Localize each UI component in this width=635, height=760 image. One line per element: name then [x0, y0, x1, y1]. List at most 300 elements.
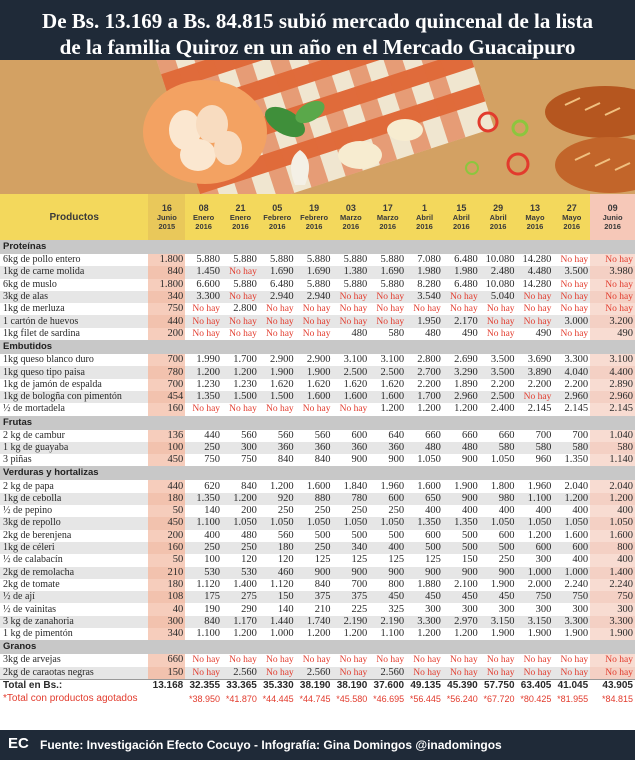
- price-cell: 160: [148, 403, 185, 415]
- price-cell: 900: [388, 454, 405, 466]
- category-name: Frutas: [0, 416, 635, 430]
- price-cell: 10.080: [485, 278, 515, 290]
- price-cell: 1.350: [443, 517, 480, 529]
- total-cell: 45.390: [443, 679, 480, 692]
- table-row: [0, 628, 635, 640]
- price-cell: 2.200: [417, 378, 441, 390]
- price-cell: No hay: [192, 328, 221, 339]
- price-cell: 1.200: [417, 403, 441, 415]
- price-cell: No hay: [265, 655, 294, 666]
- price-cell: No hay: [480, 315, 517, 327]
- title-line-2: de la familia Quiroz en un año en el Mercado Guacaipuro: [59, 35, 576, 59]
- price-cell: 2.500: [480, 391, 517, 403]
- product-name: 1kg de carne molida: [0, 266, 148, 278]
- price-cell: No hay: [590, 291, 635, 303]
- price-cell: 400: [204, 529, 221, 541]
- price-cell: No hay: [517, 315, 554, 327]
- price-cell: 180: [259, 542, 296, 554]
- category-row: [0, 640, 635, 654]
- price-cell: 140: [277, 603, 294, 615]
- price-cell: No hay: [302, 304, 331, 315]
- price-cell: 600: [369, 493, 406, 505]
- price-cell: 1.000: [553, 567, 590, 579]
- price-cell: No hay: [369, 315, 406, 327]
- price-cell: 440: [148, 480, 185, 492]
- price-cell: 1.050: [517, 517, 554, 529]
- date-month: Abril: [489, 212, 507, 222]
- price-cell: 660: [425, 429, 441, 441]
- price-cell: No hay: [222, 315, 259, 327]
- price-cell: 1.980: [406, 266, 443, 278]
- price-cell: 900: [332, 567, 369, 579]
- price-cell: 3.690: [527, 354, 552, 366]
- product-name: 1kg filet de sardina: [3, 327, 80, 339]
- price-cell: 1.800: [148, 254, 185, 266]
- price-cell: 580: [388, 327, 405, 339]
- price-cell: 880: [296, 493, 333, 505]
- table-row: [0, 254, 635, 266]
- header-banner: [0, 0, 635, 194]
- agotados-cell: *45.580: [332, 692, 369, 705]
- price-cell: 1.600: [369, 391, 406, 403]
- price-cell: 1.880: [417, 578, 441, 590]
- price-cell: 900: [406, 567, 443, 579]
- price-cell: No hay: [486, 304, 515, 315]
- date-year: 2016: [379, 221, 397, 231]
- price-cell: 2.040: [590, 480, 635, 492]
- price-cell: No hay: [339, 304, 368, 315]
- date-year: 2016: [452, 221, 470, 231]
- price-cell: 1.200: [306, 628, 331, 640]
- price-cell: 1.900: [259, 366, 296, 378]
- price-cell: 2.190: [332, 616, 369, 628]
- date-month: Mayo: [525, 212, 545, 222]
- price-cell: 150: [461, 554, 478, 566]
- price-cell: 450: [148, 517, 185, 529]
- price-cell: 136: [148, 430, 185, 442]
- price-cell: 4.480: [517, 266, 554, 278]
- price-cell: 1.200: [270, 480, 294, 492]
- price-cell: 180: [148, 493, 185, 505]
- price-cell: 5.040: [480, 291, 517, 303]
- price-cell: No hay: [590, 654, 635, 666]
- price-cell: 1.690: [296, 266, 333, 278]
- price-cell: 250: [351, 505, 368, 517]
- price-cell: 5.880: [380, 278, 405, 290]
- price-cell: 650: [406, 493, 443, 505]
- date-year: 2016: [526, 221, 544, 231]
- price-cell: 1.050: [590, 517, 635, 529]
- price-cell: 1.960: [527, 480, 552, 492]
- price-cell: 1.120: [270, 578, 294, 590]
- price-cell: 1.350: [185, 391, 222, 403]
- price-cell: 40: [148, 603, 185, 615]
- price-cell: 150: [259, 591, 296, 603]
- price-cell: 840: [241, 480, 257, 492]
- date-day: 13: [529, 202, 540, 213]
- price-cell: 2.900: [306, 354, 331, 366]
- product-name: ½ de vainitas: [3, 603, 57, 615]
- price-cell: 1.200: [185, 366, 222, 378]
- price-cell: 2.170: [443, 315, 480, 327]
- footer: [0, 730, 635, 760]
- price-cell: 1.050: [480, 517, 517, 529]
- price-cell: 1.350: [564, 454, 589, 466]
- price-cell: No hay: [265, 304, 294, 315]
- price-cell: 360: [296, 442, 333, 454]
- price-cell: 120: [241, 554, 257, 566]
- price-cell: 2.500: [369, 366, 406, 378]
- price-cell: 50: [148, 505, 185, 517]
- price-cell: 1.000: [517, 567, 554, 579]
- date-day: 05: [272, 202, 283, 213]
- product-name: 1kg de merluza: [3, 303, 65, 315]
- category-row: [0, 340, 635, 354]
- price-cell: 250: [498, 554, 515, 566]
- page-title: [0, 8, 635, 60]
- price-cell: 400: [535, 505, 552, 517]
- price-cell: 3.300: [185, 291, 222, 303]
- price-cell: 1.200: [222, 366, 259, 378]
- price-cell: 800: [590, 542, 635, 554]
- price-cell: 300: [425, 603, 441, 615]
- price-cell: 4.040: [553, 366, 590, 378]
- price-cell: No hay: [185, 667, 222, 680]
- price-cell: 5.880: [343, 278, 368, 290]
- product-name: 1 kg de pimentón: [3, 628, 73, 640]
- date-day: 17: [382, 202, 393, 213]
- price-cell: 2.240: [564, 578, 589, 590]
- agotados-cell: *80.425: [517, 692, 554, 705]
- date-day: 1: [422, 202, 428, 213]
- price-cell: 300: [461, 603, 478, 615]
- price-cell: 1.900: [564, 628, 589, 640]
- price-cell: No hay: [296, 315, 333, 327]
- price-cell: 600: [498, 529, 515, 541]
- price-cell: 500: [388, 529, 405, 541]
- price-cell: 900: [369, 567, 406, 579]
- product-name: 1 cartón de huevos: [0, 315, 148, 327]
- product-name: ½ de pepino: [3, 505, 53, 517]
- price-cell: 700: [148, 379, 185, 391]
- total-cell: 43.905: [590, 679, 635, 692]
- price-cell: 1.050: [296, 517, 333, 529]
- price-cell: No hay: [523, 655, 552, 666]
- price-cell: No hay: [590, 254, 635, 266]
- price-cell: 480: [241, 529, 257, 541]
- price-cell: 3.200: [590, 315, 635, 327]
- price-cell: No hay: [222, 291, 259, 303]
- price-cell: 3.980: [590, 266, 635, 278]
- price-cell: 1.450: [185, 266, 222, 278]
- price-cell: 1.700: [233, 354, 257, 366]
- date-day: 08: [198, 202, 209, 213]
- price-cell: 2.700: [406, 366, 443, 378]
- agotados-cell: *46.695: [369, 692, 406, 705]
- date-month: Junio: [156, 212, 177, 222]
- price-cell: No hay: [185, 315, 222, 327]
- price-cell: 1.700: [406, 391, 443, 403]
- price-cell: 6.480: [454, 278, 478, 290]
- column-header-date: [517, 194, 554, 240]
- price-cell: 2.200: [490, 378, 515, 390]
- date-year: 2016: [232, 221, 249, 231]
- price-cell: 250: [388, 505, 405, 517]
- price-cell: 1.050: [417, 454, 441, 466]
- price-cell: 1.500: [259, 391, 296, 403]
- price-cell: 1.980: [443, 266, 480, 278]
- date-year: 2016: [342, 221, 360, 231]
- price-cell: 2.240: [590, 579, 635, 591]
- price-cell: 1.200: [553, 493, 590, 505]
- price-cell: No hay: [339, 655, 368, 666]
- price-cell: 5.880: [343, 254, 368, 266]
- price-cell: 160: [148, 542, 185, 554]
- agotados-cell: *41.870: [222, 692, 259, 705]
- price-cell: 1.400: [233, 578, 257, 590]
- price-cell: 1.600: [564, 529, 589, 541]
- total-label: Total en Bs.:: [0, 679, 148, 692]
- price-cell: 1.900: [490, 628, 515, 640]
- price-cell: 3.500: [480, 366, 517, 378]
- price-cell: 580: [553, 442, 590, 454]
- price-cell: 1.350: [406, 517, 443, 529]
- price-cell: 200: [241, 505, 257, 517]
- date-month: Junio: [602, 212, 623, 222]
- price-cell: 1.050: [369, 517, 406, 529]
- date-month: Mayo: [562, 212, 582, 222]
- date-day: 29: [493, 202, 504, 213]
- agotados-cell: *44.445: [259, 692, 296, 705]
- price-cell: 460: [259, 567, 296, 579]
- price-cell: 1.690: [259, 266, 296, 278]
- total-cell: 63.405: [517, 679, 554, 692]
- price-cell: No hay: [376, 304, 405, 315]
- product-name: 2kg de caraotas negras: [0, 667, 148, 680]
- price-cell: 225: [351, 603, 368, 615]
- price-cell: 1.740: [296, 616, 333, 628]
- price-cell: No hay: [553, 667, 590, 680]
- price-cell: 500: [480, 542, 517, 554]
- price-cell: 340: [148, 291, 185, 303]
- price-cell: 14.280: [522, 278, 552, 290]
- price-cell: 900: [443, 567, 480, 579]
- price-cell: 840: [277, 454, 294, 466]
- price-cell: 440: [148, 315, 185, 327]
- price-cell: 1.800: [148, 279, 185, 291]
- price-cell: 100: [204, 554, 221, 566]
- product-name: 6kg de pollo entero: [3, 254, 81, 266]
- price-cell: 1.200: [417, 628, 441, 640]
- price-cell: 2.970: [443, 616, 480, 628]
- product-name: 3 kg de zanahoria: [0, 616, 148, 628]
- price-cell: 250: [296, 542, 333, 554]
- table-row: [0, 554, 635, 566]
- price-cell: 180: [148, 579, 185, 591]
- product-name: 2kg de tomate: [3, 578, 60, 590]
- price-cell: 1.900: [296, 366, 333, 378]
- price-cell: 920: [259, 493, 296, 505]
- product-name: 6kg de muslo: [3, 278, 57, 290]
- price-cell: No hay: [332, 315, 369, 327]
- product-name: 1 kg de guayaba: [0, 442, 148, 454]
- price-cell: No hay: [192, 304, 221, 315]
- column-header-date: [553, 194, 590, 240]
- price-cell: 1.600: [590, 530, 635, 542]
- price-cell: No hay: [265, 404, 294, 415]
- price-cell: 454: [148, 391, 185, 403]
- price-cell: No hay: [376, 655, 405, 666]
- price-cell: 1.500: [222, 391, 259, 403]
- price-cell: 840: [148, 266, 185, 278]
- table-row: [0, 591, 635, 603]
- date-month: Febrero: [300, 212, 329, 222]
- date-year: 2016: [195, 221, 212, 231]
- column-header-date: [185, 194, 222, 240]
- price-cell: 450: [148, 454, 185, 466]
- total-cell: 13.168: [148, 679, 185, 692]
- price-cell: 1.050: [553, 517, 590, 529]
- price-cell: 480: [425, 327, 441, 339]
- price-cell: 340: [332, 542, 369, 554]
- table-row: [0, 291, 635, 303]
- date-month: Abril: [452, 212, 470, 222]
- column-header-date: [480, 194, 517, 240]
- price-cell: 1.200: [380, 403, 405, 415]
- price-cell: 1.620: [306, 378, 331, 390]
- date-month: Marzo: [340, 212, 362, 222]
- price-cell: No hay: [517, 291, 554, 303]
- price-cell: 2.200: [527, 378, 552, 390]
- price-cell: 1.100: [185, 517, 222, 529]
- price-cell: 1.900: [490, 578, 515, 590]
- price-cell: 560: [277, 429, 294, 441]
- food-illustration: [0, 60, 635, 194]
- price-cell: 400: [461, 505, 478, 517]
- product-name: 3kg de alas: [0, 291, 148, 303]
- price-cell: No hay: [192, 404, 221, 415]
- price-cell: 780: [332, 493, 369, 505]
- price-cell: 960: [535, 454, 552, 466]
- price-cell: 300: [535, 554, 552, 566]
- price-cell: 3.100: [343, 354, 368, 366]
- price-cell: 1.900: [590, 628, 635, 640]
- price-cell: 560: [314, 429, 331, 441]
- price-cell: 1.100: [196, 628, 221, 640]
- price-cell: No hay: [369, 291, 406, 303]
- price-cell: 2.900: [270, 354, 294, 366]
- table-row: [0, 454, 635, 466]
- table-row: [0, 505, 635, 517]
- price-cell: 200: [148, 530, 185, 542]
- price-cell: No hay: [229, 404, 257, 415]
- price-cell: 2.960: [443, 391, 480, 403]
- table-row: [0, 567, 635, 579]
- price-cell: 1.990: [196, 354, 221, 366]
- price-cell: 1.350: [185, 493, 222, 505]
- price-cell: 640: [388, 429, 405, 441]
- table-row: [0, 354, 635, 366]
- price-cell: 440: [204, 429, 221, 441]
- date-year: 2016: [489, 221, 507, 231]
- column-header-date: [443, 194, 480, 240]
- price-cell: No hay: [480, 667, 517, 680]
- price-cell: 125: [351, 554, 368, 566]
- total-cell: 38.190: [296, 679, 333, 692]
- price-cell: 500: [314, 529, 331, 541]
- price-cell: 2.940: [296, 291, 333, 303]
- agotados-cell: *56.445: [406, 692, 443, 705]
- price-cell: 900: [480, 567, 517, 579]
- price-cell: 290: [241, 603, 257, 615]
- price-cell: 900: [443, 493, 480, 505]
- price-cell: 5.880: [270, 254, 294, 266]
- price-cell: 2.690: [454, 354, 478, 366]
- agotados-row: [0, 692, 635, 705]
- price-cell: 250: [277, 505, 294, 517]
- price-cell: 1.440: [259, 616, 296, 628]
- price-cell: 1.900: [454, 480, 478, 492]
- price-cell: 5.880: [233, 254, 257, 266]
- price-cell: 840: [314, 578, 331, 590]
- price-cell: 2.890: [590, 379, 635, 391]
- price-cell: No hay: [553, 291, 590, 303]
- price-cell: 8.280: [417, 278, 441, 290]
- price-cell: 6.600: [196, 278, 221, 290]
- table-row: [0, 480, 635, 492]
- column-header-date: [148, 194, 185, 240]
- price-cell: No hay: [302, 328, 331, 339]
- price-cell: 900: [296, 567, 333, 579]
- price-cell: 1.620: [343, 378, 368, 390]
- price-cell: 750: [148, 303, 185, 315]
- category-row: [0, 466, 635, 480]
- price-cell: No hay: [523, 304, 552, 315]
- date-month: Abril: [415, 212, 434, 222]
- product-name: 2 kg de papa: [3, 480, 54, 492]
- price-cell: 1.120: [196, 578, 221, 590]
- date-day: 21: [235, 202, 246, 213]
- price-cell: 360: [332, 442, 369, 454]
- price-cell: 700: [148, 354, 185, 366]
- price-cell: 7.080: [417, 254, 441, 266]
- column-header-date: [590, 194, 635, 240]
- price-cell: 340: [148, 628, 185, 640]
- price-cell: 10.080: [485, 254, 515, 266]
- price-cell: 3.100: [590, 354, 635, 366]
- agotados-cell: *84.815: [590, 692, 635, 705]
- price-cell: No hay: [413, 304, 441, 315]
- source-credit: Fuente: Investigación Efecto Cocuyo - Infografía: Gina Domingos @inadomingos: [40, 738, 502, 752]
- date-month: Febrero: [263, 212, 292, 222]
- price-cell: 1.230: [233, 378, 257, 390]
- table-row: [0, 603, 635, 615]
- price-cell: 140: [204, 505, 221, 517]
- price-cell: 360: [369, 442, 406, 454]
- date-year: 2016: [416, 221, 433, 231]
- table-row: [0, 266, 635, 278]
- price-cell: 3.000: [553, 315, 590, 327]
- price-cell: 250: [314, 505, 331, 517]
- price-cell: 600: [517, 542, 554, 554]
- table-row: [0, 442, 635, 454]
- price-cell: 108: [148, 591, 185, 603]
- price-cell: 125: [425, 554, 441, 566]
- price-cell: 300: [535, 603, 552, 615]
- date-month: Enero: [229, 212, 252, 222]
- price-cell: 400: [498, 505, 515, 517]
- price-cell: No hay: [560, 279, 589, 290]
